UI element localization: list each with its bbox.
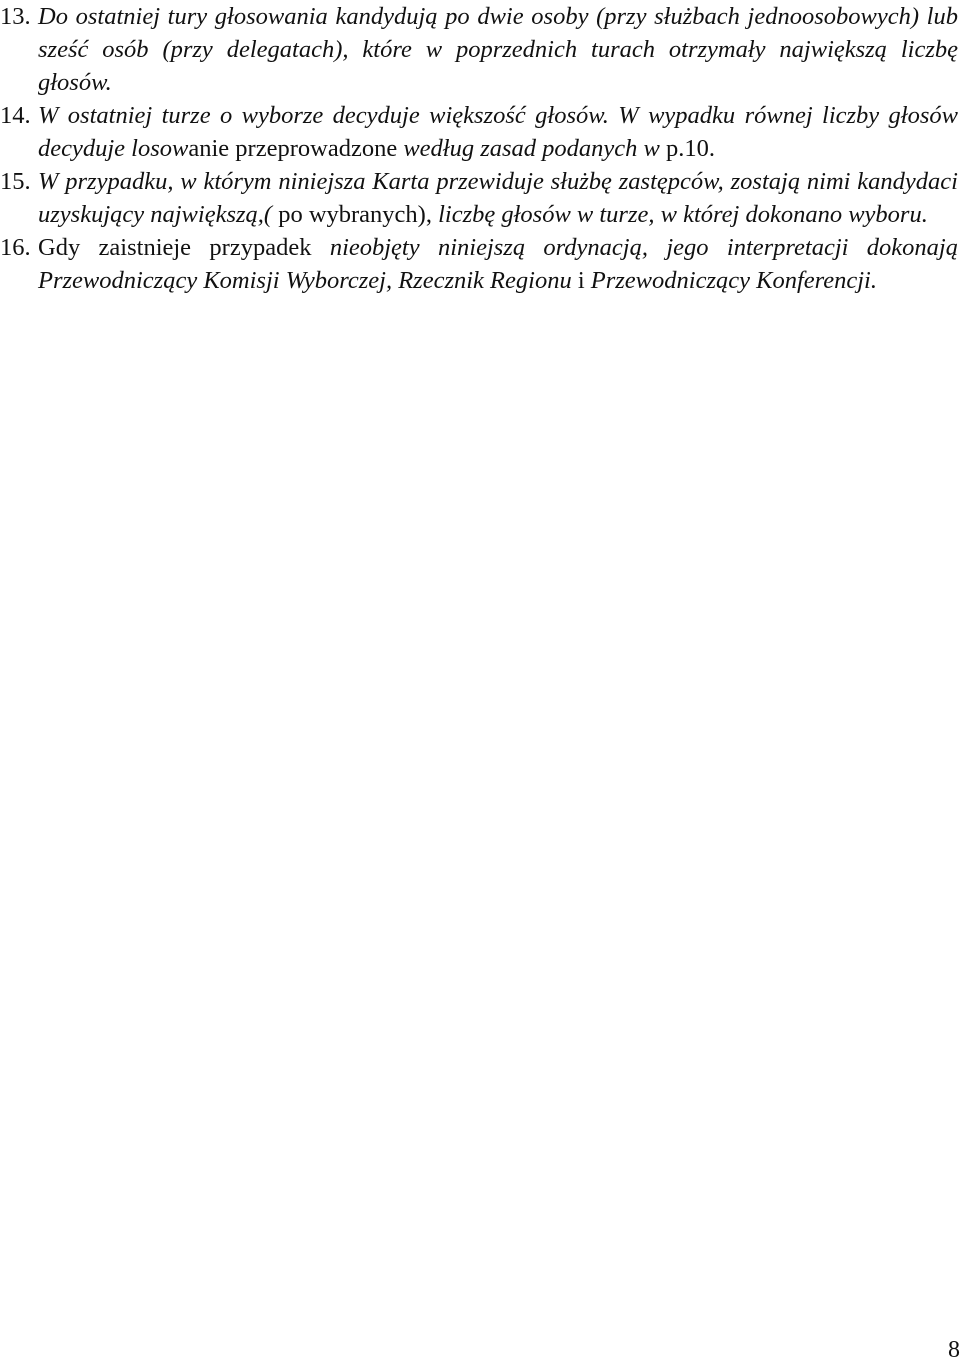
item-text-part: W ostatniej turze o wyborze decyduje większość głosów. W wypadku równej liczby głosów decyduje losow <box>38 102 958 162</box>
list-item-14 <box>0 99 958 165</box>
item-number: 16. <box>0 234 31 261</box>
list-item-13 <box>0 0 958 99</box>
item-text: Do ostatniej tury głosowania kandydują po dwie osoby (przy służbach jednoosobowych) lub sześć osób (przy delegatach), które w poprzednich turach otrzymały największą liczbę głosów. <box>38 3 958 96</box>
item-number: 15. <box>0 168 31 195</box>
item-text-part: W przypadku, w którym niniejsza Karta przewiduje służbę zastępców, zostają nimi kandydaci uzyskujący największą,( <box>38 168 958 228</box>
item-text-part: po wybranych), <box>272 201 439 228</box>
item-text-part: i <box>577 267 591 294</box>
item-text-part: nieobjęty niniejszą ordynacją, jego interpretacji dokonają Przewodniczący Komisji Wyborczej, Rzecznik Regionu <box>38 234 958 294</box>
item-text-part: anie przeprowadzone <box>188 135 398 162</box>
list-item-15 <box>0 165 958 231</box>
item-text-part: Przewodniczący Konferencji. <box>590 267 877 294</box>
item-text-part: według zasad podanych w <box>397 135 666 162</box>
numbered-list <box>0 0 958 297</box>
item-text-part: liczbę głosów w turze, w której dokonano wyboru. <box>438 201 928 228</box>
item-number: 13. <box>0 3 31 30</box>
item-text-part: Gdy zaistnieje przypadek <box>38 234 330 261</box>
item-number: 14. <box>0 102 31 129</box>
page-number: 8 <box>948 1337 960 1363</box>
item-text-part: p.10. <box>666 135 715 162</box>
list-item-16 <box>0 231 958 297</box>
